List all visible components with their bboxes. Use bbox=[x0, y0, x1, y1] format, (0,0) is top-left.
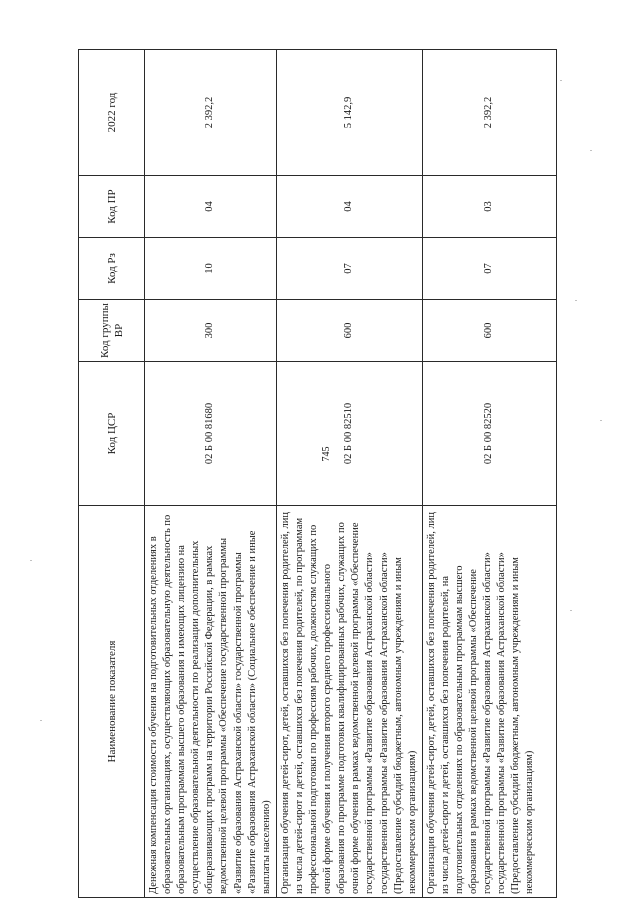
table-header-row bbox=[79, 50, 145, 898]
scan-speck bbox=[590, 150, 592, 151]
scan-speck bbox=[575, 300, 577, 301]
row-csr: 02 Б 00 82520 bbox=[422, 362, 556, 506]
row-vr: 600 bbox=[422, 300, 556, 362]
header-vr: Код группы ВР bbox=[79, 300, 145, 362]
scan-speck bbox=[560, 80, 562, 81]
row-rz: 10 bbox=[145, 238, 277, 300]
scan-speck bbox=[570, 610, 572, 611]
table-row bbox=[422, 50, 556, 898]
scan-speck bbox=[600, 420, 602, 421]
row-amount: 2 392,2 bbox=[145, 50, 277, 176]
row-amount: 5 142,9 bbox=[276, 50, 422, 176]
row-csr: 02 Б 00 82510 bbox=[276, 362, 422, 506]
budget-table-rotated bbox=[78, 50, 544, 898]
row-name: Организация обучения детей-сирот, детей, оставшихся без попечения родителей, лиц из числа детей-сирот и детей, оставшихся без попечения родителей, по программам профессиональной подготовки по профессиям рабочих, должностям служащих по очной форме обучения и получения второго среднего профессионального образования по программе подготовки квалифицированных рабочих, служащих по очной форме обучения в рамках ведомственной целевой программы «Обеспечение государственной программы «Развитие образования Астраханской области» государственной программы «Развитие образования Астраханской области» (Предоставление субсидий бюджетным, автономным учреждениям и иным некоммерческим организациям) bbox=[276, 506, 422, 898]
row-pr: 03 bbox=[422, 176, 556, 238]
scan-speck bbox=[30, 560, 32, 561]
header-rz: Код Рз bbox=[79, 238, 145, 300]
row-vr: 600 bbox=[276, 300, 422, 362]
row-csr: 02 Б 00 81680 bbox=[145, 362, 277, 506]
row-name: Организация обучения детей-сирот, детей, оставшихся без попечения родителей, лиц из числа детей-сирот и детей, оставшихся без попечения родителей, на подготовительных отделениях по образовательным программам высшего образования в рамках ведомственной целевой программы «Обеспечение государственной программы «Развитие образования Астраханской области» государственной программы «Развитие образования Астраханской области» (Предоставление субсидий бюджетным, автономным учреждениям и иным некоммерческим организациям) bbox=[422, 506, 556, 898]
header-csr: Код ЦСР bbox=[79, 362, 145, 506]
budget-table bbox=[78, 49, 557, 898]
row-amount: 2 392,2 bbox=[422, 50, 556, 176]
table-row bbox=[145, 50, 277, 898]
row-pr: 04 bbox=[276, 176, 422, 238]
header-amount: 2022 год bbox=[79, 50, 145, 176]
header-name: Наименование показателя bbox=[79, 506, 145, 898]
header-pr: Код ПР bbox=[79, 176, 145, 238]
scan-speck bbox=[40, 720, 42, 721]
row-vr: 300 bbox=[145, 300, 277, 362]
row-pr: 04 bbox=[145, 176, 277, 238]
table-row bbox=[276, 50, 422, 898]
row-name: Денежная компенсация стоимости обучения на подготовительных отделениях в образовательных организациях, осуществляющих образовательную деятельность по образовательным программам высшего образования и имеющих лицензию на осуществление образовательной деятельности по реализации дополнительных общеразвивающих программ на территории Российской Федерации, в рамках ведомственной целевой программы «Обеспечение государственной программы «Развитие образования Астраханской области» государственной программы «Развитие образования Астраханской области» (Социальное обеспечение и иные выплаты населению) bbox=[145, 506, 277, 898]
row-rz: 07 bbox=[276, 238, 422, 300]
row-rz: 07 bbox=[422, 238, 556, 300]
page-number: 745 bbox=[321, 446, 332, 462]
